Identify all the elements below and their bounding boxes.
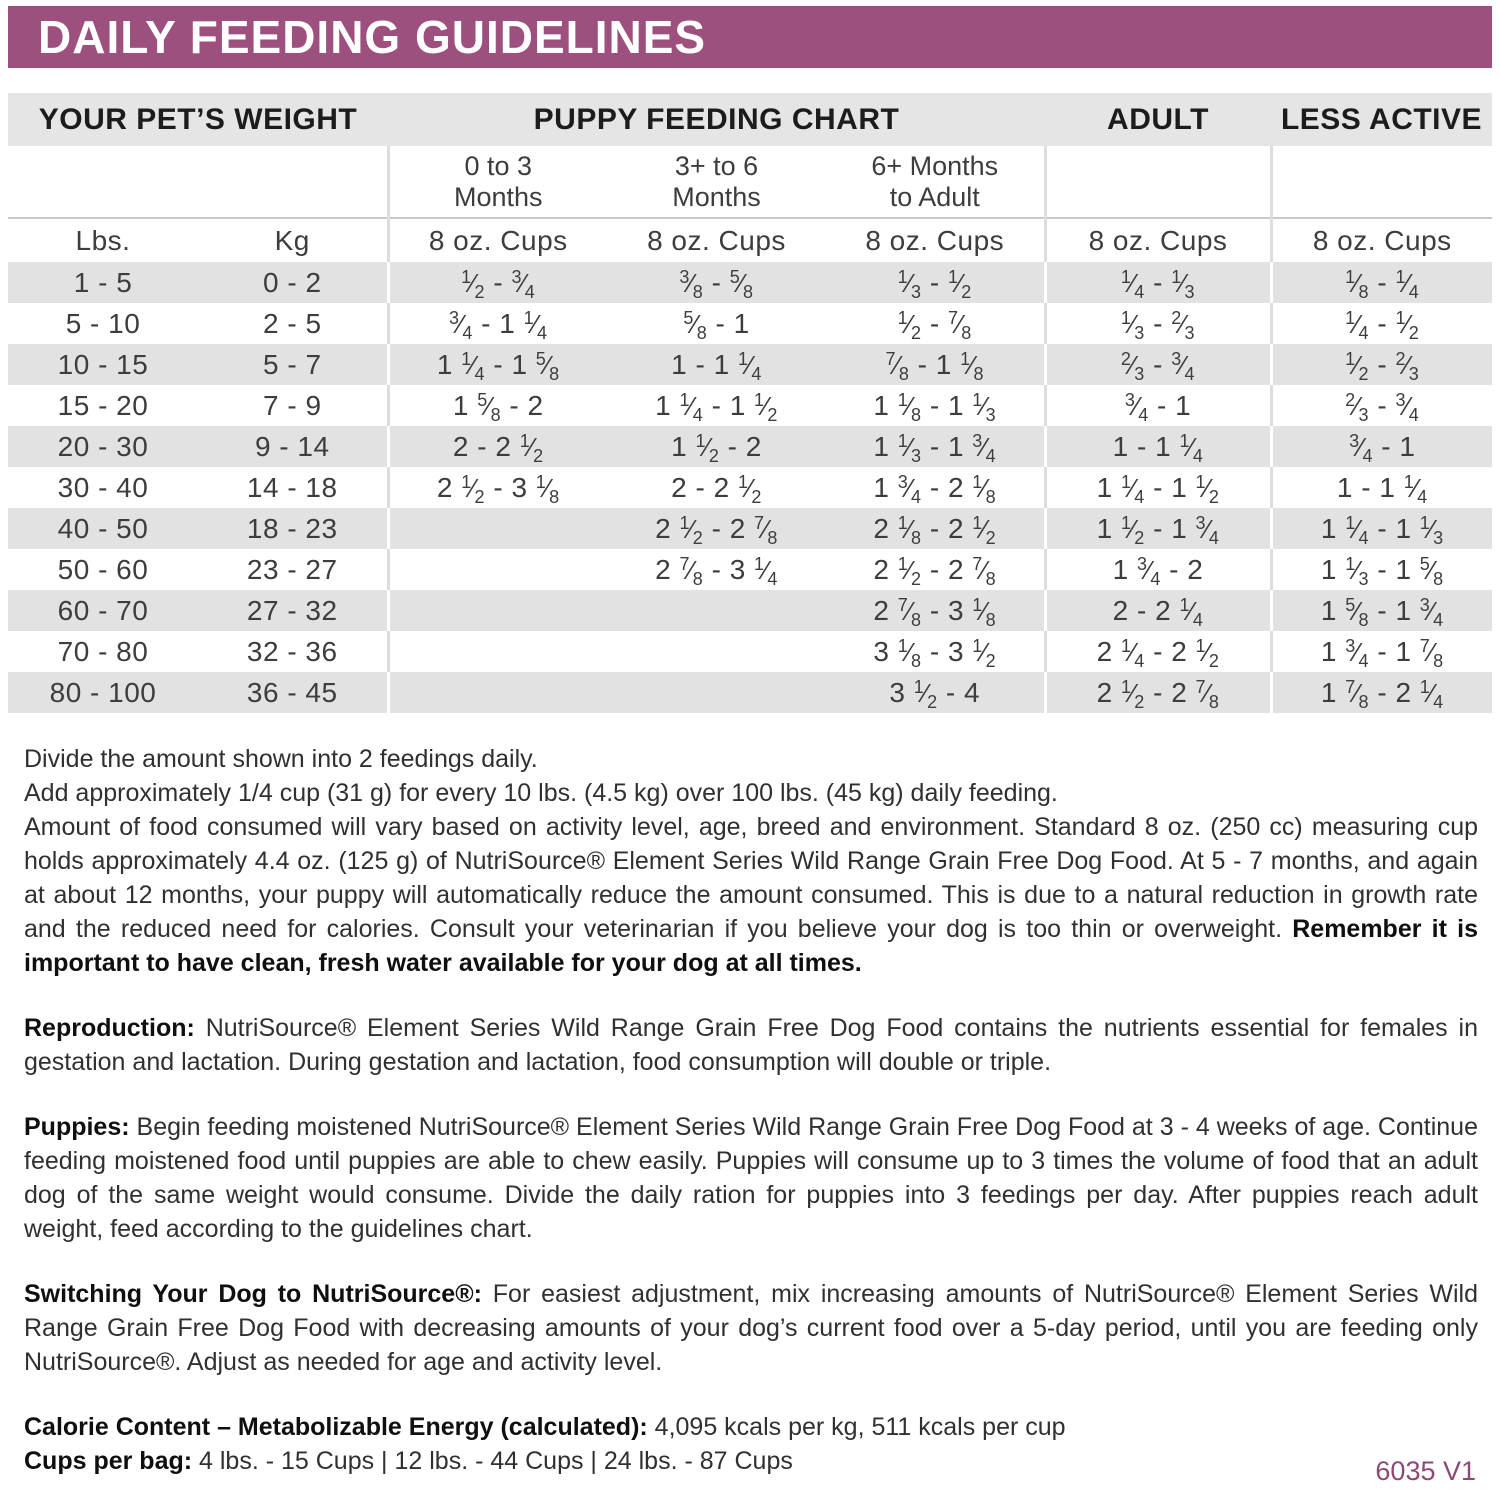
header-stage-6-months-to-adult: 6+ Months to Adult — [826, 146, 1045, 218]
table-cell: $^1⁄_2$ - $^3⁄_4$ — [388, 262, 607, 303]
page-title: DAILY FEEDING GUIDELINES — [38, 11, 707, 63]
table-cell: 9 - 14 — [198, 426, 388, 467]
table-row — [8, 631, 1492, 672]
fraction: $^3⁄_4$ — [897, 471, 922, 507]
table-cell: 14 - 18 — [198, 467, 388, 508]
fraction: $^1⁄_8$ — [1345, 266, 1370, 302]
fraction: $^1⁄_4$ — [1403, 471, 1428, 507]
header-stage-3-to-6-months: 3+ to 6 Months — [607, 146, 826, 218]
table-cell: $^1⁄_8$ - $^1⁄_4$ — [1271, 262, 1492, 303]
fraction: $^1⁄_4$ — [1179, 594, 1204, 630]
table-cell: 70 - 80 — [8, 631, 198, 672]
table-cell — [607, 631, 826, 672]
fraction: $^3⁄_4$ — [1419, 594, 1444, 630]
header-puppy-feeding-chart: PUPPY FEEDING CHART — [388, 93, 1045, 146]
fraction: $^7⁄_8$ — [972, 553, 997, 589]
fraction: $^3⁄_4$ — [1395, 389, 1420, 425]
fraction: $^5⁄_8$ — [535, 348, 560, 384]
table-cell: 10 - 15 — [8, 344, 198, 385]
feeding-table — [8, 93, 1492, 713]
fraction: $^1⁄_4$ — [1419, 676, 1444, 712]
fraction: $^2⁄_3$ — [1345, 389, 1370, 425]
header-stage-0-to-3-months: 0 to 3 Months — [388, 146, 607, 218]
fraction: $^1⁄_2$ — [972, 512, 997, 548]
notes-section — [24, 742, 1478, 1478]
fraction: $^7⁄_8$ — [1195, 676, 1220, 712]
fraction: $^1⁄_2$ — [897, 553, 922, 589]
header-cups-adult: 8 oz. Cups — [1045, 218, 1271, 262]
note-cups-per-bag: Cups per bag: 4 lbs. - 15 Cups | 12 lbs. - 44 Cups | 24 lbs. - 87 Cups — [24, 1447, 793, 1475]
feeding-table-body — [8, 262, 1492, 713]
table-row — [8, 549, 1492, 590]
table-cell: 15 - 20 — [8, 385, 198, 426]
fraction: $^7⁄_8$ — [1419, 635, 1444, 671]
table-cell: 60 - 70 — [8, 590, 198, 631]
fraction: $^1⁄_4$ — [1345, 307, 1370, 343]
table-cell — [388, 631, 607, 672]
table-row — [8, 303, 1492, 344]
fraction: $^5⁄_8$ — [683, 307, 708, 343]
fraction: $^3⁄_4$ — [1124, 389, 1149, 425]
title-bar — [8, 6, 1492, 68]
fraction: $^1⁄_4$ — [1395, 266, 1420, 302]
header-cups-0-3: 8 oz. Cups — [388, 218, 607, 262]
fraction: $^1⁄_4$ — [1120, 266, 1145, 302]
fraction: $^1⁄_3$ — [972, 389, 997, 425]
fraction: $^1⁄_3$ — [1171, 266, 1196, 302]
table-cell — [607, 590, 826, 631]
note-amount-varies: Amount of food consumed will vary based on activity level, age, breed and environment. Standard 8 oz. (250 cc) measuring cup holds approximately 4.4 oz. (125 g) of NutriSource® Element Series Wild Range Grain Free Dog Food. At 5 - 7 months, and again at about 12 months, your puppy will automatically reduce the amount consumed. This is due to a natural reduction in growth rate and the reduced need for calories. Consult your veterinarian if you believe your dog is too thin or overweight. Remember it is important to have clean, fresh water available for your dog at all times. — [24, 813, 1478, 977]
table-cell: 1 $^1⁄_4 - 1$ $^5⁄_8$ — [388, 344, 607, 385]
fraction: $^1⁄_3$ — [897, 266, 922, 302]
fraction: $^1⁄_2$ — [461, 471, 486, 507]
table-cell: 1 $^1⁄_2 - 1$ $^3⁄_4$ — [1045, 508, 1271, 549]
fraction: $^1⁄_4$ — [461, 348, 486, 384]
fraction: $^1⁄_2$ — [1120, 676, 1145, 712]
fraction: $^3⁄_4$ — [511, 266, 536, 302]
fraction: $^1⁄_8$ — [897, 512, 922, 548]
fraction: $^7⁄_8$ — [897, 594, 922, 630]
note-add-quarter-cup: Add approximately 1/4 cup (31 g) for every 10 lbs. (4.5 kg) over 100 lbs. (45 kg) daily feeding. — [24, 779, 1058, 807]
table-cell — [607, 672, 826, 713]
note-calorie-content: Calorie Content – Metabolizable Energy (calculated): 4,095 kcals per kg, 511 kcals per cup — [24, 1413, 1066, 1441]
note-bold-text: Calorie Content – Metabolizable Energy (calculated): — [24, 1413, 648, 1441]
table-cell: 2 $^1⁄_4 - 2$ $^1⁄_2$ — [1045, 631, 1271, 672]
fraction: $^1⁄_4$ — [754, 553, 778, 589]
table-cell: 36 - 45 — [198, 672, 388, 713]
table-cell: 2 $^7⁄_8 - 3$ $^1⁄_4$ — [607, 549, 826, 590]
table-cell: $^3⁄_4 - 1$ $^1⁄_4$ — [388, 303, 607, 344]
table-cell: $^7⁄_8 - 1$ $^1⁄_8$ — [826, 344, 1045, 385]
table-cell — [388, 672, 607, 713]
fraction: $^7⁄_8$ — [885, 348, 910, 384]
fraction: $^2⁄_3$ — [1395, 348, 1420, 384]
table-row — [8, 344, 1492, 385]
table-cell: 1 $^1⁄_2 - 2$ — [607, 426, 826, 467]
header-cups-3-6: 8 oz. Cups — [607, 218, 826, 262]
footer-code: 6035 V1 — [1375, 1456, 1476, 1486]
fraction: $^1⁄_8$ — [960, 348, 984, 384]
note-puppies: Puppies: Begin feeding moistened NutriSource® Element Series Wild Range Grain Free Dog Food at 3 - 4 weeks of age. Continue feeding moistened food until puppies are able to chew easily. Puppies will consume up to 3 times the volume of food that an adult dog of the same weight would consume. Divide the daily ration for puppies into 3 feedings per day. After puppies reach adult weight, feed according to the guidelines chart. — [24, 1113, 1478, 1243]
fraction: $^5⁄_8$ — [477, 389, 502, 425]
header-kg: Kg — [198, 218, 388, 262]
table-cell: 2 $^1⁄_8 - 2$ $^1⁄_2$ — [826, 508, 1045, 549]
fraction: $^1⁄_4$ — [1120, 471, 1145, 507]
fraction: $^1⁄_3$ — [1120, 307, 1145, 343]
table-cell: 80 - 100 — [8, 672, 198, 713]
fraction: $^1⁄_4$ — [523, 307, 548, 343]
table-cell — [388, 590, 607, 631]
table-cell: 32 - 36 — [198, 631, 388, 672]
fraction: $^3⁄_8$ — [679, 266, 704, 302]
table-row — [8, 508, 1492, 549]
table-cell: 2 $^1⁄_2 - 2$ $^7⁄_8$ — [607, 508, 826, 549]
table-cell: 2 $^7⁄_8 - 3$ $^1⁄_8$ — [826, 590, 1045, 631]
table-cell: 5 - 10 — [8, 303, 198, 344]
fraction: $^1⁄_2$ — [1195, 471, 1220, 507]
table-row — [8, 590, 1492, 631]
note-switching: Switching Your Dog to NutriSource®: For easiest adjustment, mix increasing amounts of NutriSource® Element Series Wild Range Grain Free Dog Food with decreasing amounts of your dog’s current food over a 5-day period, until you are feeding only NutriSource®. Adjust as needed for age and activity level. — [24, 1280, 1479, 1376]
table-cell: 1 $^7⁄_8 - 2$ $^1⁄_4$ — [1271, 672, 1492, 713]
header-lbs: Lbs. — [8, 218, 198, 262]
table-cell: 1 $^1⁄_4 - 1$ $^1⁄_2$ — [1045, 467, 1271, 508]
header-cups-less-active: 8 oz. Cups — [1271, 218, 1492, 262]
table-cell: $^2⁄_3$ - $^3⁄_4$ — [1271, 385, 1492, 426]
note-bold-text: Remember it is important to have clean, fresh water available for your dog at all times. — [24, 915, 1478, 977]
note-bold-text: Reproduction: — [24, 1014, 195, 1042]
fraction: $^1⁄_2$ — [461, 266, 486, 302]
table-cell: 1 $^1⁄_4 - 1$ $^1⁄_2$ — [607, 385, 826, 426]
table-row — [8, 672, 1492, 713]
table-cell: 30 - 40 — [8, 467, 198, 508]
table-cell: 2 - 2 $^1⁄_4$ — [1045, 590, 1271, 631]
table-cell — [388, 549, 607, 590]
fraction: $^1⁄_2$ — [679, 512, 704, 548]
table-cell: $^1⁄_4$ - $^1⁄_3$ — [1045, 262, 1271, 303]
fraction: $^1⁄_2$ — [754, 389, 778, 425]
fraction: $^2⁄_3$ — [1120, 348, 1145, 384]
table-cell: $^3⁄_8$ - $^5⁄_8$ — [607, 262, 826, 303]
fraction: $^1⁄_4$ — [1179, 430, 1204, 466]
table-cell: 1 $^1⁄_3 - 1$ $^3⁄_4$ — [826, 426, 1045, 467]
fraction: $^3⁄_4$ — [1349, 430, 1373, 466]
table-cell: 2 $^1⁄_2 - 3$ $^1⁄_8$ — [388, 467, 607, 508]
table-cell: $^1⁄_2$ - $^2⁄_3$ — [1271, 344, 1492, 385]
table-cell: $^3⁄_4 - 1$ — [1271, 426, 1492, 467]
table-cell: $^5⁄_8 - 1$ — [607, 303, 826, 344]
table-cell: 1 $^1⁄_8 - 1$ $^1⁄_3$ — [826, 385, 1045, 426]
fraction: $^1⁄_2$ — [1345, 348, 1370, 384]
table-row — [8, 467, 1492, 508]
fraction: $^1⁄_2$ — [1120, 512, 1145, 548]
fraction: $^1⁄_3$ — [897, 430, 922, 466]
table-row — [8, 426, 1492, 467]
table-cell: $^2⁄_3$ - $^3⁄_4$ — [1045, 344, 1271, 385]
stage-spacer-adult — [1045, 146, 1271, 218]
fraction: $^1⁄_2$ — [695, 430, 720, 466]
header-cups-6-adult: 8 oz. Cups — [826, 218, 1045, 262]
table-row — [8, 385, 1492, 426]
fraction: $^5⁄_8$ — [1345, 594, 1370, 630]
fraction: $^3⁄_4$ — [449, 307, 473, 343]
table-cell: 1 - 1 $^1⁄_4$ — [607, 344, 826, 385]
fraction: $^1⁄_2$ — [1395, 307, 1420, 343]
table-cell: 40 - 50 — [8, 508, 198, 549]
fraction: $^1⁄_4$ — [737, 348, 762, 384]
table-cell: 2 - 2 $^1⁄_2$ — [607, 467, 826, 508]
fraction: $^7⁄_8$ — [754, 512, 778, 548]
fraction: $^7⁄_8$ — [947, 307, 972, 343]
table-cell: 7 - 9 — [198, 385, 388, 426]
stage-spacer-weight — [8, 146, 388, 218]
fraction: $^1⁄_4$ — [1120, 635, 1145, 671]
table-cell: 27 - 32 — [198, 590, 388, 631]
fraction: $^1⁄_4$ — [679, 389, 704, 425]
table-cell: 1 - 1 $^1⁄_4$ — [1271, 467, 1492, 508]
table-cell: $^1⁄_2$ - $^7⁄_8$ — [826, 303, 1045, 344]
table-cell: $^1⁄_4$ - $^1⁄_2$ — [1271, 303, 1492, 344]
table-cell: 50 - 60 — [8, 549, 198, 590]
fraction: $^1⁄_8$ — [897, 635, 922, 671]
table-cell: 0 - 2 — [198, 262, 388, 303]
table-cell: $^3⁄_4 - 1$ — [1045, 385, 1271, 426]
fraction: $^1⁄_2$ — [913, 676, 938, 712]
table-cell: 2 - 2 $^1⁄_2$ — [388, 426, 607, 467]
fraction: $^1⁄_3$ — [1345, 553, 1370, 589]
note-bold-text: Cups per bag: — [24, 1447, 193, 1475]
header-your-pets-weight: YOUR PET’S WEIGHT — [8, 93, 388, 146]
table-cell: 1 $^3⁄_4 - 2$ $^1⁄_8$ — [826, 467, 1045, 508]
table-cell: 1 $^5⁄_8 - 1$ $^3⁄_4$ — [1271, 590, 1492, 631]
fraction: $^2⁄_3$ — [1171, 307, 1196, 343]
fraction: $^1⁄_2$ — [972, 635, 997, 671]
fraction: $^3⁄_4$ — [1195, 512, 1220, 548]
fraction: $^5⁄_8$ — [729, 266, 754, 302]
fraction: $^7⁄_8$ — [679, 553, 704, 589]
fraction: $^5⁄_8$ — [1419, 553, 1444, 589]
fraction: $^1⁄_2$ — [897, 307, 922, 343]
table-cell: $^1⁄_3$ - $^2⁄_3$ — [1045, 303, 1271, 344]
fraction: $^1⁄_8$ — [897, 389, 922, 425]
fraction: $^1⁄_8$ — [535, 471, 560, 507]
table-cell: 1 $^3⁄_4 - 1$ $^7⁄_8$ — [1271, 631, 1492, 672]
fraction: $^3⁄_4$ — [1171, 348, 1196, 384]
header-adult: ADULT — [1045, 93, 1271, 146]
table-cell: 2 $^1⁄_2 - 2$ $^7⁄_8$ — [826, 549, 1045, 590]
group-header-row — [8, 93, 1492, 146]
fraction: $^3⁄_4$ — [1137, 553, 1161, 589]
table-cell: 5 - 7 — [198, 344, 388, 385]
fraction: $^1⁄_2$ — [737, 471, 762, 507]
fraction: $^1⁄_2$ — [947, 266, 972, 302]
note-reproduction: Reproduction: NutriSource® Element Series Wild Range Grain Free Dog Food contains the nutrients essential for females in gestation and lactation. During gestation and lactation, food consumption will double or triple. — [24, 1014, 1478, 1076]
note-bold-text: Switching Your Dog to NutriSource®: — [24, 1280, 482, 1308]
table-cell: 1 $^1⁄_4 - 1$ $^1⁄_3$ — [1271, 508, 1492, 549]
fraction: $^3⁄_4$ — [1345, 635, 1370, 671]
stage-header-row — [8, 146, 1492, 218]
header-less-active: LESS ACTIVE — [1271, 93, 1492, 146]
fraction: $^1⁄_2$ — [519, 430, 544, 466]
table-cell: 3 $^1⁄_8 - 3$ $^1⁄_2$ — [826, 631, 1045, 672]
table-cell: 1 $^3⁄_4 - 2$ — [1045, 549, 1271, 590]
note-bold-text: Puppies: — [24, 1113, 130, 1141]
fraction: $^7⁄_8$ — [1345, 676, 1370, 712]
fraction: $^1⁄_4$ — [1345, 512, 1370, 548]
table-cell: 2 $^1⁄_2 - 2$ $^7⁄_8$ — [1045, 672, 1271, 713]
fraction: $^1⁄_8$ — [972, 594, 997, 630]
table-cell: 1 $^1⁄_3 - 1$ $^5⁄_8$ — [1271, 549, 1492, 590]
stage-spacer-less-active — [1271, 146, 1492, 218]
table-cell: 18 - 23 — [198, 508, 388, 549]
table-row — [8, 262, 1492, 303]
table-cell: 20 - 30 — [8, 426, 198, 467]
fraction: $^3⁄_4$ — [972, 430, 997, 466]
table-cell: 23 - 27 — [198, 549, 388, 590]
table-cell — [388, 508, 607, 549]
table-cell: 3 $^1⁄_2 - 4$ — [826, 672, 1045, 713]
fraction: $^1⁄_8$ — [972, 471, 997, 507]
table-cell: 1 - 5 — [8, 262, 198, 303]
table-cell: 2 - 5 — [198, 303, 388, 344]
units-header-row — [8, 218, 1492, 262]
fraction: $^1⁄_3$ — [1419, 512, 1444, 548]
table-cell: 1 $^5⁄_8 - 2$ — [388, 385, 607, 426]
table-cell: $^1⁄_3$ - $^1⁄_2$ — [826, 262, 1045, 303]
table-cell: 1 - 1 $^1⁄_4$ — [1045, 426, 1271, 467]
fraction: $^1⁄_2$ — [1195, 635, 1220, 671]
note-divide-feedings: Divide the amount shown into 2 feedings daily. — [24, 745, 538, 773]
